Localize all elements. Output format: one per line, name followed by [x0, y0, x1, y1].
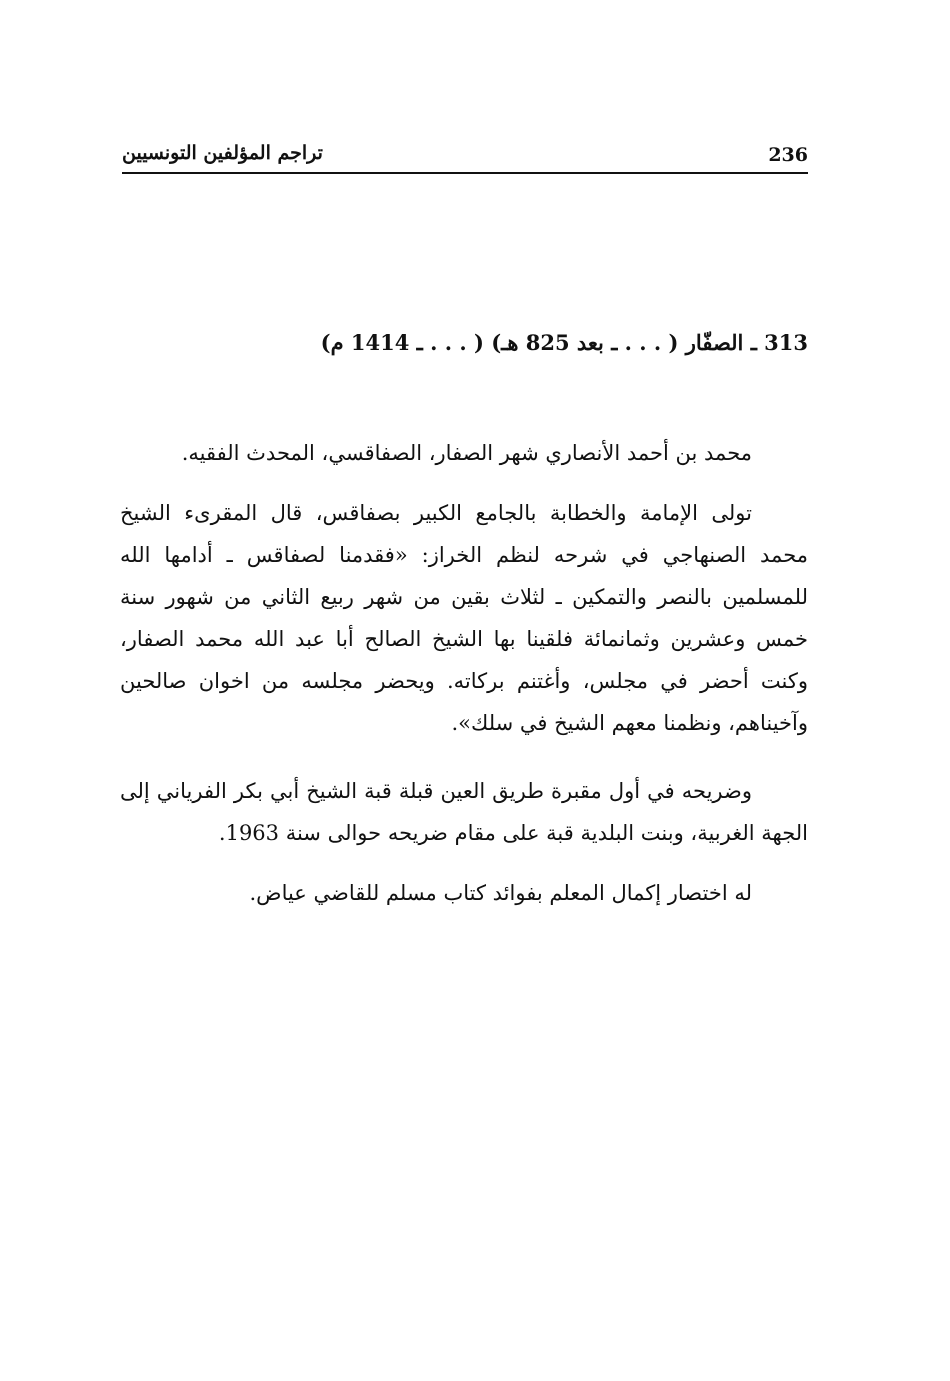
paragraph-works: له اختصار إكمال المعلم بفوائد كتاب مسلم للقاضي عياض.: [249, 881, 752, 905]
paragraph-identity: محمد بن أحمد الأنصاري شهر الصفار، الصفاقسي، المحدث الفقيه.: [181, 441, 752, 465]
page-number: 236: [768, 144, 808, 166]
running-title: تراجم المؤلفين التونسيين: [122, 142, 323, 164]
paragraph-tomb: وضريحه في أول مقبرة طريق العين قبلة قبة الشيخ أبي بكر الفرياني إلى الجهة الغربية، وبنت البلدية قبة على مقام ضريحه حوالى سنة 1963.: [120, 779, 808, 845]
entry-title: 313 ـ الصفّار ( . . . ـ بعد 825 هـ) ( . . . ـ 1414 م): [320, 330, 808, 355]
entry-body: [120, 432, 808, 914]
paragraph-biography: تولى الإمامة والخطابة بالجامع الكبير بصفاقس، قال المقرىء الشيخ محمد الصنهاجي في شرحه لنظم الخراز: «فقدمنا لصفاقس ـ أدامها الله للمسلمين بالنصر والتمكين ـ لثلاث بقين من شهر ربيع الثاني من شهور سنة خمس وعشرين وثمانمائة فلقينا بها الشيخ الصالح أبا عبد الله محمد الصفار، وكنت أحضر في مجلس، وأغتنم بركاته. ويحضر مجلسه من اخوان صالحين وآخيناهم، ونظمنا معهم الشيخ في سلك».: [120, 501, 808, 735]
page-header: [122, 140, 808, 174]
